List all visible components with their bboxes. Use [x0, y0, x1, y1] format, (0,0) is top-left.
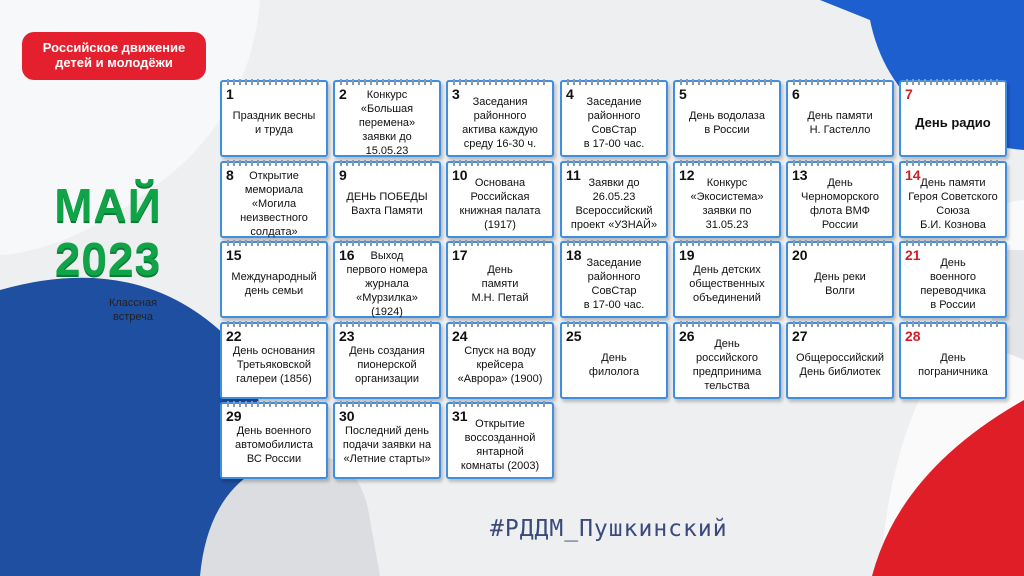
calendar-day-number: 16 [339, 247, 355, 263]
calendar-day-card [899, 322, 1007, 399]
calendar-event-text: Заявки до 26.05.23 Всероссийский проект «УЗНАЙ» [570, 176, 658, 231]
calendar-day-number: 26 [679, 328, 695, 344]
calendar-event-text: День российского предпринима тельства [692, 337, 762, 392]
calendar-day-number: 25 [566, 328, 582, 344]
calendar-event-text: Заседание районного СовСтар в 17-00 час. [583, 256, 645, 311]
calendar-day-card [333, 402, 441, 479]
calendar-day-number: 17 [452, 247, 468, 263]
calendar-event-text: Общероссийский День библиотек [795, 351, 885, 378]
calendar-day-number: 8 [226, 167, 234, 183]
calendar-day-card [560, 322, 668, 399]
calendar-day-number: 14 [905, 167, 921, 183]
calendar-day-card [899, 80, 1007, 157]
hashtag: #РДДМ_Пушкинский [490, 516, 728, 542]
calendar-day-number: 23 [339, 328, 355, 344]
calendar-event-text: День Черноморского флота ВМФ России [801, 176, 879, 231]
calendar-event-text: Основана Российская книжная палата (1917) [459, 176, 541, 231]
calendar-day-number: 12 [679, 167, 695, 183]
calendar-day-card [673, 322, 781, 399]
calendar-day-number: 11 [566, 167, 581, 183]
calendar-day-card [220, 241, 328, 318]
calendar-day-number: 5 [679, 86, 687, 102]
calendar-day-number: 3 [452, 86, 460, 102]
calendar-event-text: Спуск на воду крейсера «Аврора» (1900) [457, 344, 543, 385]
calendar-day-card [673, 80, 781, 157]
calendar-day-number: 2 [339, 86, 347, 102]
calendar-day-number: 15 [226, 247, 242, 263]
calendar-day-card [220, 161, 328, 238]
calendar-event-text: День памяти М.Н. Петай [471, 263, 529, 304]
calendar-day-card [899, 161, 1007, 238]
calendar-day-card [333, 241, 441, 318]
calendar-day-number: 13 [792, 167, 808, 183]
calendar-event-text: День водолаза в России [689, 109, 765, 136]
calendar-day-number: 21 [905, 247, 921, 263]
calendar-event-text: День радио [915, 114, 991, 130]
calendar-day-number: 1 [226, 86, 234, 102]
calendar-day-number: 4 [566, 86, 574, 102]
calendar-day-number: 6 [792, 86, 800, 102]
calendar-day-card [446, 322, 554, 399]
calendar-day-number: 27 [792, 328, 808, 344]
calendar-day-card [220, 80, 328, 157]
calendar-event-text: Праздник весны и труда [232, 109, 316, 136]
calendar-day-card [786, 322, 894, 399]
calendar-event-text: Открытие воссозданной янтарной комнаты (2003) [460, 417, 540, 472]
month-title: МАЙ [54, 179, 162, 231]
calendar-day-card [786, 80, 894, 157]
calendar-event-text: День реки Волги [814, 270, 866, 297]
calendar-event-text: Выход первого номера журнала «Мурзилка» (1924) [346, 249, 428, 318]
calendar-event-text: Последний день подачи заявки на «Летние старты» [342, 424, 432, 465]
calendar-event-text: День создания пионерской организации [349, 344, 425, 385]
calendar-day-card [899, 241, 1007, 318]
calendar-day-card [446, 241, 554, 318]
calendar-event-text: Открытие мемориала «Могила неизвестного солдата» [240, 169, 308, 238]
brand-logo [22, 32, 206, 80]
calendar-event-text: День детских общественных объединений [689, 263, 765, 304]
calendar-day-card [673, 161, 781, 238]
calendar-day-card [333, 161, 441, 238]
brand-line-1: Российское движение [42, 40, 186, 55]
calendar-day-card [220, 402, 328, 479]
calendar-day-number: 31 [452, 408, 468, 424]
calendar-event-text: Заседания районного актива каждую среду 16-30 ч. [462, 95, 538, 150]
calendar-day-number: 24 [452, 328, 468, 344]
calendar-day-card [446, 402, 554, 479]
calendar-event-text: Заседание районного СовСтар в 17-00 час. [583, 95, 645, 150]
calendar-event-text: День филолога [588, 351, 640, 378]
calendar-day-card [446, 80, 554, 157]
calendar-day-number: 29 [226, 408, 242, 424]
calendar-day-card [446, 161, 554, 238]
calendar-event-text: День пограничника [918, 351, 988, 378]
calendar-event-text: ДЕНЬ ПОБЕДЫ Вахта Памяти [346, 190, 428, 217]
subtitle-class-meeting: Классная встреча [108, 297, 158, 323]
calendar-day-card [786, 161, 894, 238]
calendar-day-number: 28 [905, 328, 921, 344]
calendar-day-number: 20 [792, 247, 808, 263]
calendar-day-number: 9 [339, 167, 347, 183]
calendar-event-text: Конкурс «Большая перемена» заявки до 15.05.23 [358, 88, 416, 157]
calendar-event-text: Международный день семьи [231, 270, 317, 297]
calendar-event-text: День памяти Героя Советского Союза Б.И. Кознова [908, 176, 998, 231]
calendar-day-card [560, 161, 668, 238]
calendar-day-number: 10 [452, 167, 468, 183]
calendar-day-card [333, 322, 441, 399]
calendar-day-number: 18 [566, 247, 582, 263]
year-title: 2023 [54, 233, 162, 285]
calendar-day-number: 30 [339, 408, 355, 424]
calendar-day-number: 19 [679, 247, 695, 263]
calendar-day-card [560, 80, 668, 157]
calendar-day-number: 7 [905, 86, 913, 102]
calendar-day-card [786, 241, 894, 318]
calendar-day-card [673, 241, 781, 318]
brand-line-2: детей и молодёжи [55, 55, 173, 70]
calendar-day-card [560, 241, 668, 318]
calendar-event-text: Конкурс «Экосистема» заявки по 31.05.23 [690, 176, 764, 231]
calendar-day-card [333, 80, 441, 157]
calendar-event-text: День военного автомобилиста ВС России [235, 424, 313, 465]
calendar-event-text: День военного переводчика в России [920, 256, 986, 311]
calendar-day-number: 22 [226, 328, 242, 344]
calendar-event-text: День основания Третьяковской галереи (1856) [232, 344, 316, 385]
calendar-event-text: День памяти Н. Гастелло [807, 109, 873, 136]
calendar-day-card [220, 322, 328, 399]
